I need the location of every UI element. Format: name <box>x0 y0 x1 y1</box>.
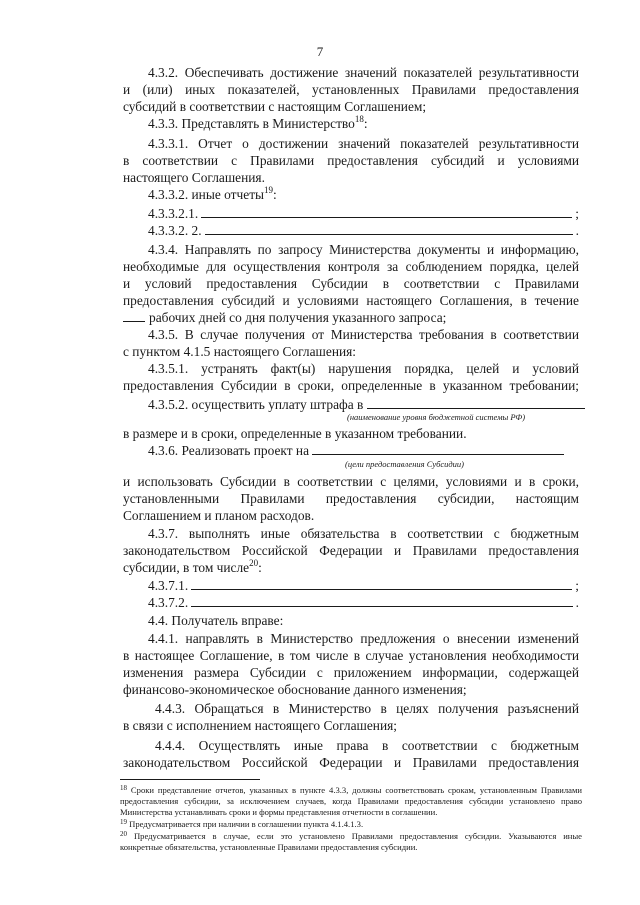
text-line: 4.3.3.1. Отчет о достижении значений показателей результативности <box>148 136 579 151</box>
text-line: Соглашением и планом расходов. <box>123 508 315 523</box>
text-line: предоставления субсидий и условиями настоящего Соглашения, в течение <box>123 293 579 308</box>
text-line: законодательством Российской Федерации и Правилами предоставления <box>123 755 579 770</box>
text-run: рабочих дней со дня получения указанного запроса; <box>149 310 447 325</box>
text-run: субсидии, в том числе <box>123 560 250 575</box>
text-line: 4.3.2. Обеспечивать достижение значений показателей результативности <box>148 65 579 80</box>
item-number: 4.3.3.2.1. <box>148 206 199 221</box>
fill-in-line <box>148 222 579 239</box>
text-run: 4.3.5.2. осуществить уплату штрафа в <box>148 397 364 412</box>
text-run: Сроки представление отчетов, указанных в пункте 4.3.3, должны соответствовать срокам, установленным Правилами <box>127 785 582 795</box>
footnote-ref: 18 <box>354 114 364 124</box>
text-line: изменения размера Субсидии с приложением информации, содержащей <box>123 665 579 680</box>
text-line: установленными Правилами предоставления субсидии, настоящим <box>123 491 579 506</box>
text-line: 4.4.1. направлять в Министерство предложения о внесении изменений <box>148 631 579 646</box>
text-line: в связи с исполнением настоящего Соглашения; <box>123 718 398 733</box>
blank-line <box>367 396 585 409</box>
footnote-line: конкретные обязательства, установленные Правилами предоставления субсидии. <box>120 842 418 852</box>
text-line <box>123 559 579 576</box>
text-line <box>148 442 579 459</box>
footnote-mark: 19 <box>120 818 127 826</box>
line-end: . <box>575 595 579 610</box>
blank-line <box>123 309 145 322</box>
field-caption: (наименование уровня бюджетной системы РФ) <box>347 412 526 422</box>
text-line: и использовать Субсидии в соответствии с целями, условиями и в сроки, <box>123 474 579 489</box>
text-line: в размере и в сроки, определенные в указанном требовании. <box>123 426 467 441</box>
field-caption: (цели предоставления Субсидии) <box>345 459 464 469</box>
footnote-mark: 20 <box>120 830 127 838</box>
text-line <box>148 396 579 413</box>
blank-line <box>201 216 572 218</box>
text-run: : <box>273 187 277 202</box>
footnote-ref: 19 <box>264 185 274 195</box>
footnote-line: Министерства устанавливать сроки и формы представления отчетности в соглашении. <box>120 807 438 817</box>
text-line: 4.3.7. выполнять иные обязательства в соответствии с бюджетным <box>148 526 579 541</box>
page-number: 7 <box>316 44 324 59</box>
text-line: 4.4.4. Осуществлять иные права в соответствии с бюджетным <box>155 738 579 753</box>
text-line: настоящего Соглашения. <box>123 170 265 185</box>
text-run: : <box>258 560 262 575</box>
text-line: с пунктом 4.1.5 настоящего Соглашения: <box>123 344 357 359</box>
text-line <box>123 309 579 326</box>
text-line: финансово-экономическое обоснование данного изменения; <box>123 682 467 697</box>
line-end: ; <box>575 578 579 593</box>
footnote-line <box>120 831 582 842</box>
text-run: 4.3.6. Реализовать проект на <box>148 443 310 458</box>
text-line: 4.4. Получатель вправе: <box>148 613 284 628</box>
blank-line <box>205 233 573 235</box>
text-line <box>148 186 579 203</box>
text-line: законодательством Российской Федерации и Правилами предоставления <box>123 543 579 558</box>
text-run: 4.3.3. Представлять в Министерство <box>148 116 355 131</box>
fill-in-line <box>148 205 579 222</box>
footnote-ref: 20 <box>249 558 259 568</box>
text-run: Предусматривается при наличии в соглашении пункта 4.1.4.1.3. <box>127 819 364 829</box>
text-line: предоставления Субсидии в сроки, определенные в указанном требовании; <box>123 378 579 393</box>
fill-in-line <box>148 594 579 611</box>
fill-in-line <box>148 577 579 594</box>
text-line: в соответствии с Правилами предоставления субсидий и условиями <box>123 153 579 168</box>
blank-line <box>191 605 572 607</box>
text-line: и (или) иных показателей, установленных Правилами предоставления <box>123 82 579 97</box>
text-line: 4.3.5.1. устранять факт(ы) нарушения порядка, целей и условий <box>148 361 579 376</box>
text-run: Предусматривается в случае, если это установлено Правилами предоставления субсидии. Указываются иные <box>127 831 582 841</box>
footnote-separator <box>120 779 260 780</box>
text-line: необходимые для осуществления контроля за соблюдением порядка, целей <box>123 259 579 274</box>
blank-line <box>312 442 564 455</box>
text-line: 4.3.4. Направлять по запросу Министерства документы и информацию, <box>148 242 579 257</box>
text-line: и условий предоставления Субсидии в соответствии с Правилами <box>123 276 579 291</box>
item-number: 4.3.7.2. <box>148 595 189 610</box>
footnote-line: предоставления субсидии, за исключением случаев, когда Правилами предоставления субсидии установлено право <box>120 796 582 806</box>
text-line: в настоящее Соглашение, в том числе в случае установления необходимости <box>123 648 579 663</box>
line-end: ; <box>575 206 579 221</box>
text-line <box>148 115 579 132</box>
text-run: : <box>363 116 368 131</box>
text-line: 4.4.3. Обращаться в Министерство в целях получения разъяснений <box>155 701 579 716</box>
text-run: 4.3.3.2. иные отчеты <box>148 187 265 202</box>
footnote-line <box>120 819 582 830</box>
text-line: субсидий в соответствии с настоящим Соглашением; <box>123 99 427 114</box>
footnote-line <box>120 785 582 796</box>
item-number: 4.3.7.1. <box>148 578 189 593</box>
blank-line <box>191 588 572 590</box>
line-end: . <box>575 223 579 238</box>
text-line: 4.3.5. В случае получения от Министерства требования в соответствии <box>148 327 579 342</box>
footnote-mark: 18 <box>120 784 127 792</box>
item-number: 4.3.3.2. 2. <box>148 223 202 238</box>
